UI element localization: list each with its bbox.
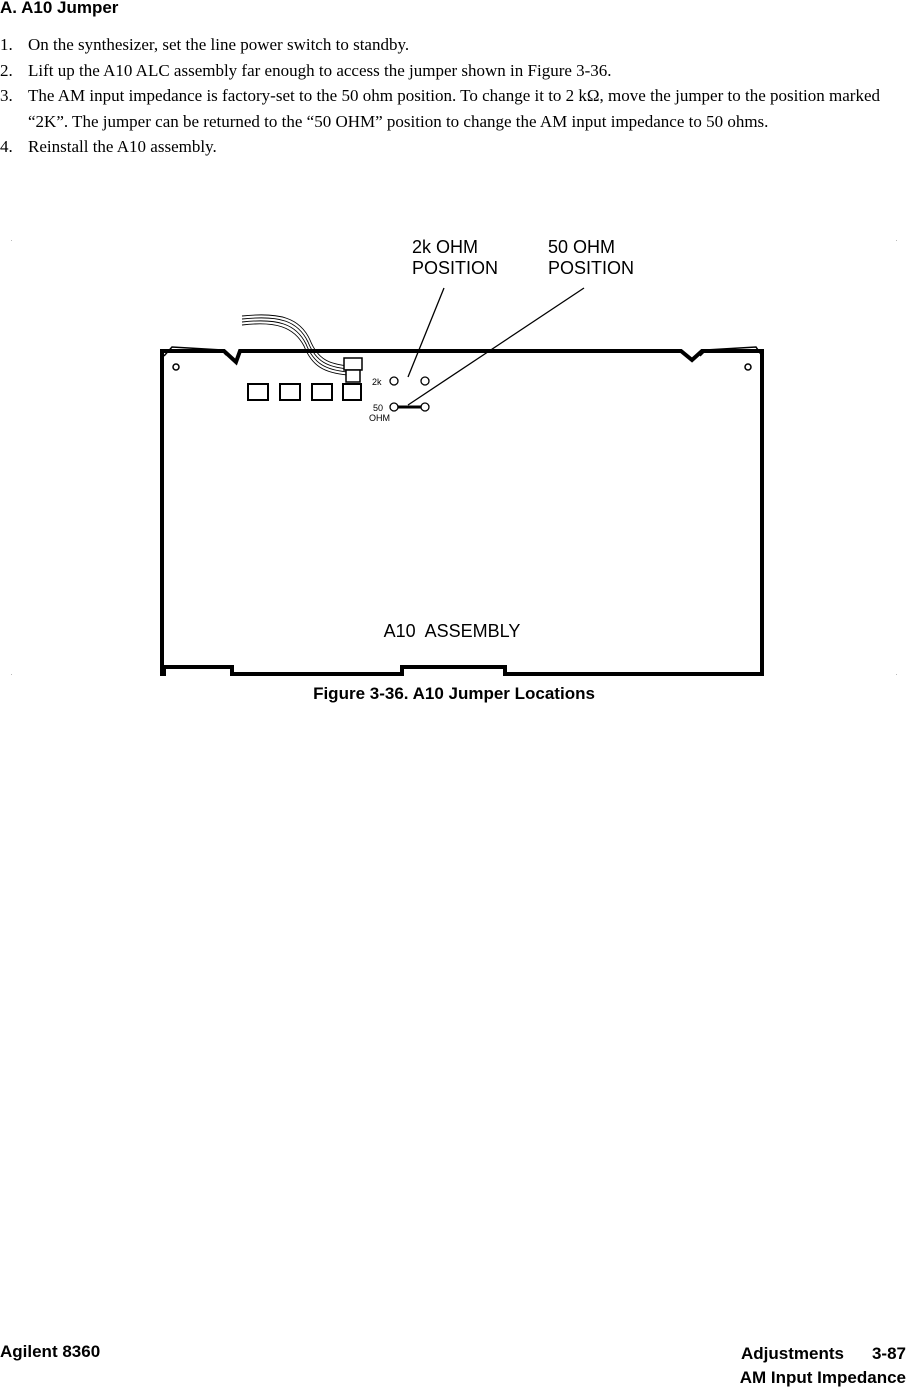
step-item: [0, 134, 908, 160]
jumper-pin-50-right: [421, 403, 429, 411]
footer-section-block: [740, 1342, 906, 1390]
step-number: 1.: [0, 35, 13, 54]
footer-subsection: AM Input Impedance: [739, 1368, 906, 1387]
step-number: 3.: [0, 86, 13, 105]
pin-label-ohm: OHM: [369, 413, 390, 423]
cable-bundle: [242, 315, 348, 375]
step-item: [0, 83, 908, 134]
figure-a10-jumper: [0, 200, 908, 685]
step-text: The AM input impedance is factory-set to the 50 ohm position. To change it to 2 kΩ, move the jumper to the position marked “2K”. The jumper can be returned to the “50 OHM” position to change the AM input impedance to 50 ohms.: [28, 86, 881, 131]
callout-50-ohm-line1: 50 OHM: [548, 237, 616, 257]
footer-section-line: [740, 1342, 906, 1366]
procedure-steps: [0, 32, 908, 160]
cable-connector: [344, 358, 362, 382]
step-item: [0, 32, 908, 58]
step-item: [0, 58, 908, 84]
assembly-label: A10 ASSEMBLY: [383, 621, 521, 641]
crop-marks: [11, 240, 897, 675]
figure-caption: Figure 3-36. A10 Jumper Locations: [313, 684, 595, 703]
jumper-pin-50-left: [390, 403, 398, 411]
page-number: 3-87: [871, 1344, 906, 1363]
callout-2k-ohm-line2: POSITION: [412, 258, 499, 278]
footer-section: Adjustments: [741, 1344, 844, 1363]
callout-2k-ohm-line1: 2k OHM: [412, 237, 479, 257]
pin-label-2k: 2k: [372, 377, 382, 387]
pin-label-50: 50: [373, 403, 384, 413]
step-number: 4.: [0, 137, 13, 156]
jumper-pin-2k-right: [421, 377, 429, 385]
jumper-pin-2k-left: [390, 377, 398, 385]
footer-product: Agilent 8360: [0, 1342, 101, 1361]
step-text: Reinstall the A10 assembly.: [28, 137, 217, 156]
component-row: [248, 384, 361, 400]
step-text: Lift up the A10 ALC assembly far enough to access the jumper shown in Figure 3-36.: [28, 60, 612, 80]
a10-board-diagram: [0, 200, 908, 680]
callout-50-ohm-line2: POSITION: [548, 258, 635, 278]
section-heading: A. A10 Jumper: [0, 0, 119, 17]
leader-line-2k: [408, 288, 444, 377]
step-text: On the synthesizer, set the line power switch to standby.: [28, 35, 410, 54]
leader-line-50: [408, 288, 584, 405]
step-number: 2.: [0, 60, 13, 80]
